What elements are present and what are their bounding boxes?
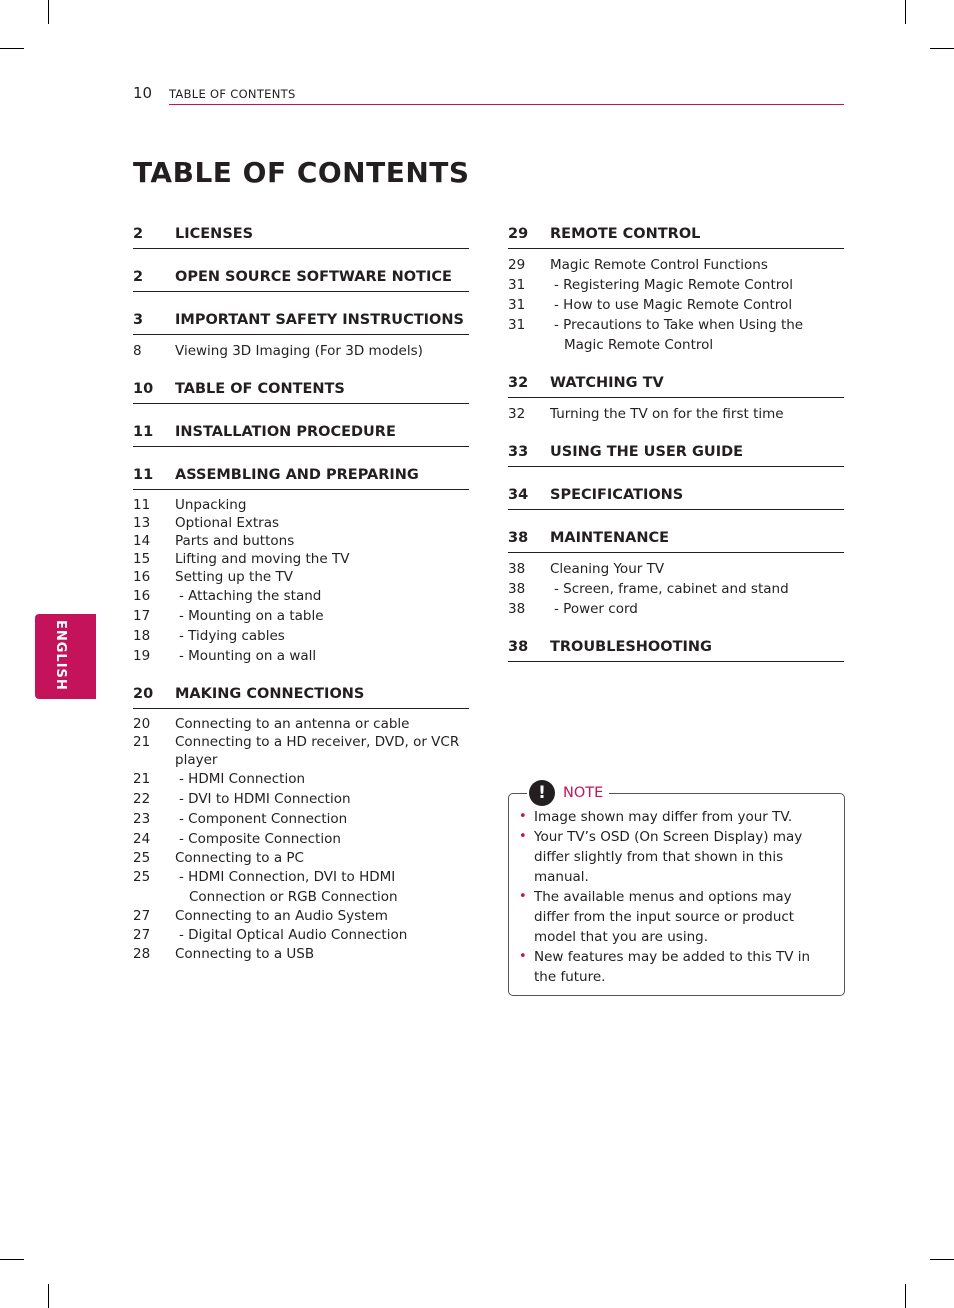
toc-section — [133, 261, 469, 292]
toc-section-page: 2 — [133, 269, 144, 285]
toc-right-column — [508, 218, 844, 662]
bullet-icon: • — [519, 829, 527, 844]
toc-entry — [133, 733, 469, 769]
toc-entry — [133, 769, 469, 789]
toc-section — [508, 367, 844, 424]
toc-section-page: 11 — [133, 424, 154, 440]
toc-entry — [508, 295, 844, 315]
toc-section-heading — [133, 416, 469, 447]
toc-section-title: TABLE OF CONTENTS — [175, 381, 345, 397]
toc-section-page: 34 — [508, 487, 529, 503]
toc-section-title: LICENSES — [175, 226, 254, 242]
toc-entry-text: Turning the TV on for the first time — [550, 406, 784, 422]
toc-entry-text: - HDMI Connection — [179, 771, 306, 787]
toc-entry — [133, 606, 469, 626]
toc-entry — [133, 809, 469, 829]
note-item-text: New features may be added to this TV in the future. — [534, 949, 811, 985]
toc-entry-text: Optional Extras — [175, 515, 280, 531]
crop-mark — [48, 1284, 49, 1308]
note-item — [519, 827, 829, 887]
toc-entry — [508, 255, 844, 275]
toc-section-heading — [508, 631, 844, 662]
note-item — [519, 887, 829, 947]
note-item-text: Image shown may differ from your TV. — [534, 809, 793, 825]
toc-entry — [133, 849, 469, 867]
language-tab — [35, 614, 96, 699]
toc-section-title: TROUBLESHOOTING — [550, 639, 712, 655]
toc-entry-page: 25 — [133, 869, 151, 885]
toc-section — [508, 522, 844, 619]
toc-section-page: 20 — [133, 686, 154, 702]
toc-entry-page: 16 — [133, 569, 151, 585]
toc-entry-page: 21 — [133, 771, 151, 787]
toc-section-heading — [508, 218, 844, 249]
exclamation-icon: ! — [529, 780, 555, 806]
toc-section-heading — [133, 373, 469, 404]
toc-entry — [508, 579, 844, 599]
toc-entry — [508, 599, 844, 619]
toc-entry-page: 31 — [508, 317, 526, 333]
toc-entry-text: - Power cord — [554, 601, 638, 617]
toc-section-heading — [133, 304, 469, 335]
toc-section — [133, 373, 469, 404]
toc-entry — [133, 829, 469, 849]
crop-mark — [905, 0, 906, 24]
toc-entry-list — [133, 490, 469, 666]
toc-entry-page: 22 — [133, 791, 151, 807]
toc-section-page: 32 — [508, 375, 529, 391]
language-tab-label: ENGLISH — [53, 620, 68, 691]
toc-section-title: INSTALLATION PROCEDURE — [175, 424, 396, 440]
toc-entry — [133, 646, 469, 666]
toc-entry-text: - HDMI Connection, DVI to HDMI Connection or RGB Connection — [179, 869, 398, 905]
bullet-icon: • — [519, 809, 527, 824]
toc-entry — [133, 496, 469, 514]
toc-entry-page: 24 — [133, 831, 151, 847]
toc-entry-text: Lifting and moving the TV — [175, 551, 350, 567]
toc-section-heading — [133, 261, 469, 292]
toc-section — [133, 678, 469, 963]
toc-section-title: ASSEMBLING AND PREPARING — [175, 467, 419, 483]
running-header: TABLE OF CONTENTS — [169, 87, 296, 101]
toc-entry-page: 14 — [133, 533, 151, 549]
toc-entry-text: Magic Remote Control Functions — [550, 257, 768, 273]
toc-section — [508, 631, 844, 662]
toc-entry-page: 27 — [133, 927, 151, 943]
toc-section — [133, 416, 469, 447]
toc-section-page: 38 — [508, 639, 529, 655]
note-item — [519, 807, 829, 827]
toc-entry-page: 20 — [133, 716, 151, 732]
toc-section-heading — [133, 678, 469, 709]
toc-section — [508, 436, 844, 467]
toc-section-page: 10 — [133, 381, 154, 397]
toc-entry — [508, 404, 844, 424]
header-rule — [169, 104, 844, 105]
toc-section — [508, 479, 844, 510]
toc-entry — [133, 925, 469, 945]
bullet-icon: • — [519, 889, 527, 904]
toc-entry-page: 28 — [133, 946, 151, 962]
toc-section-page: 38 — [508, 530, 529, 546]
note-box — [508, 783, 845, 996]
toc-section-page: 11 — [133, 467, 154, 483]
toc-entry-page: 18 — [133, 628, 151, 644]
toc-section-title: IMPORTANT SAFETY INSTRUCTIONS — [175, 312, 464, 328]
note-item-text: The available menus and options may differ from the input source or product model that you are using. — [534, 889, 795, 945]
note-list — [519, 807, 829, 987]
crop-mark — [930, 1259, 954, 1260]
toc-entry — [133, 907, 469, 925]
toc-section — [508, 218, 844, 355]
toc-entry-text: - Screen, frame, cabinet and stand — [554, 581, 789, 597]
toc-entry — [133, 867, 469, 907]
toc-section-heading — [508, 522, 844, 553]
bullet-icon: • — [519, 949, 527, 964]
toc-section-page: 33 — [508, 444, 529, 460]
toc-entry-page: 16 — [133, 588, 151, 604]
toc-entry-list — [133, 709, 469, 963]
toc-entry-list — [508, 249, 844, 355]
toc-entry-text: Cleaning Your TV — [550, 561, 665, 577]
toc-entry — [133, 532, 469, 550]
toc-entry-page: 11 — [133, 497, 151, 513]
toc-entry — [133, 514, 469, 532]
toc-entry-page: 31 — [508, 297, 526, 313]
crop-mark — [930, 48, 954, 49]
toc-entry-page: 38 — [508, 581, 526, 597]
toc-entry-page: 13 — [133, 515, 151, 531]
toc-entry — [133, 586, 469, 606]
toc-entry-page: 27 — [133, 908, 151, 924]
note-label: NOTE — [563, 785, 604, 801]
toc-entry-page: 8 — [133, 343, 142, 359]
note-item — [519, 947, 829, 987]
toc-entry-text: - Component Connection — [179, 811, 348, 827]
page-number: 10 — [133, 84, 153, 102]
toc-section-title: MAKING CONNECTIONS — [175, 686, 365, 702]
toc-entry-text: Connecting to an Audio System — [175, 908, 388, 924]
toc-left-column — [133, 218, 469, 963]
toc-entry-page: 29 — [508, 257, 526, 273]
toc-entry-text: Unpacking — [175, 497, 247, 513]
toc-section-heading — [133, 459, 469, 490]
toc-entry — [133, 715, 469, 733]
toc-entry-page: 21 — [133, 734, 151, 750]
toc-entry-page: 25 — [133, 850, 151, 866]
toc-entry — [133, 568, 469, 586]
toc-section-page: 29 — [508, 226, 529, 242]
toc-entry-list — [508, 398, 844, 424]
crop-mark — [48, 0, 49, 24]
toc-entry-text: - Attaching the stand — [179, 588, 322, 604]
toc-section-page: 2 — [133, 226, 144, 242]
note-header — [527, 778, 609, 808]
toc-entry-page: 17 — [133, 608, 151, 624]
toc-entry-page: 19 — [133, 648, 151, 664]
toc-section-title: OPEN SOURCE SOFTWARE NOTICE — [175, 269, 452, 285]
crop-mark — [905, 1284, 906, 1308]
toc-section-heading — [508, 479, 844, 510]
toc-entry-page: 38 — [508, 601, 526, 617]
toc-section-heading — [508, 436, 844, 467]
toc-entry-page: 32 — [508, 406, 526, 422]
toc-entry-text: - Registering Magic Remote Control — [554, 277, 794, 293]
crop-mark — [0, 48, 24, 49]
toc-section-title: MAINTENANCE — [550, 530, 670, 546]
toc-entry-text: - Tidying cables — [179, 628, 285, 644]
toc-entry — [133, 626, 469, 646]
toc-entry-text: - Precautions to Take when Using the Magic Remote Control — [554, 317, 804, 353]
toc-entry-text: Connecting to an antenna or cable — [175, 716, 410, 732]
toc-entry — [133, 550, 469, 568]
toc-section — [133, 304, 469, 361]
toc-entry-text: - Mounting on a wall — [179, 648, 317, 664]
toc-section-title: USING THE USER GUIDE — [550, 444, 744, 460]
toc-entry-page: 31 — [508, 277, 526, 293]
toc-section-title: SPECIFICATIONS — [550, 487, 684, 503]
toc-entry — [508, 315, 844, 355]
toc-entry-text: Viewing 3D Imaging (For 3D models) — [175, 343, 423, 359]
toc-section — [133, 218, 469, 249]
page-title: TABLE OF CONTENTS — [133, 156, 470, 189]
toc-entry-list — [133, 335, 469, 361]
toc-section-heading — [133, 218, 469, 249]
toc-entry-text: Connecting to a PC — [175, 850, 304, 866]
crop-mark — [0, 1259, 24, 1260]
toc-entry-text: Connecting to a USB — [175, 946, 315, 962]
toc-entry — [133, 341, 469, 361]
toc-entry-text: - Digital Optical Audio Connection — [179, 927, 408, 943]
toc-entry-page: 23 — [133, 811, 151, 827]
toc-section-title: WATCHING TV — [550, 375, 664, 391]
toc-entry-text: - Mounting on a table — [179, 608, 324, 624]
toc-entry-text: Setting up the TV — [175, 569, 293, 585]
toc-entry-page: 38 — [508, 561, 526, 577]
toc-entry-text: - Composite Connection — [179, 831, 341, 847]
toc-section-heading — [508, 367, 844, 398]
toc-entry-text: Parts and buttons — [175, 533, 295, 549]
toc-section-title: REMOTE CONTROL — [550, 226, 701, 242]
toc-section — [133, 459, 469, 666]
toc-entry-page: 15 — [133, 551, 151, 567]
toc-entry — [133, 945, 469, 963]
toc-entry-text: - How to use Magic Remote Control — [554, 297, 793, 313]
toc-entry-list — [508, 553, 844, 619]
note-item-text: Your TV’s OSD (On Screen Display) may differ slightly from that shown in this manual. — [534, 829, 803, 885]
toc-entry-text: Connecting to a HD receiver, DVD, or VCR player — [175, 734, 460, 768]
toc-entry — [508, 559, 844, 579]
toc-entry-text: - DVI to HDMI Connection — [179, 791, 351, 807]
toc-entry — [508, 275, 844, 295]
toc-section-page: 3 — [133, 312, 144, 328]
toc-entry — [133, 789, 469, 809]
